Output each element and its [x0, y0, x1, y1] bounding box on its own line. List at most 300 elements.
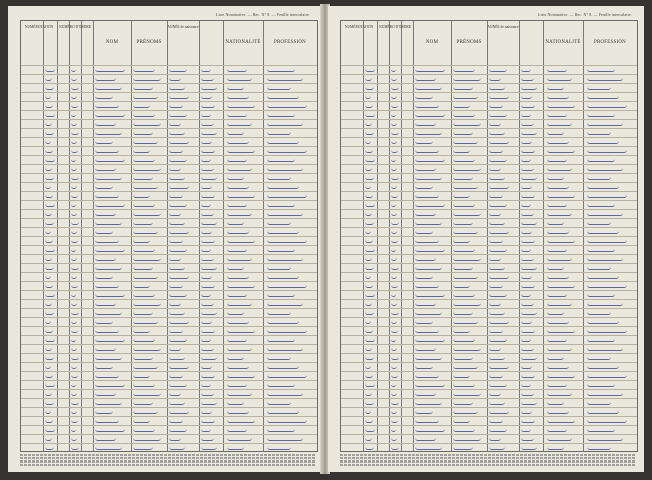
handwritten-entry — [365, 265, 374, 270]
handwritten-entry — [547, 238, 575, 243]
handwritten-entry — [547, 328, 575, 333]
handwritten-entry — [169, 400, 185, 405]
handwritten-entry — [45, 337, 55, 342]
handwritten-entry — [391, 202, 396, 207]
handwritten-entry — [267, 445, 291, 450]
handwritten-entry — [415, 283, 439, 288]
handwritten-entry — [415, 148, 439, 153]
handwritten-entry — [521, 373, 535, 378]
handwritten-entry — [521, 112, 531, 117]
handwritten-entry — [391, 301, 397, 306]
handwritten-entry — [95, 445, 122, 450]
handwritten-entry — [201, 445, 217, 450]
handwritten-entry — [547, 211, 572, 216]
table-row — [21, 335, 317, 336]
handwritten-entry — [133, 202, 155, 207]
handwritten-entry — [267, 157, 295, 162]
handwritten-entry — [45, 103, 53, 108]
table-row — [341, 119, 637, 120]
handwritten-entry — [453, 211, 481, 216]
handwritten-entry — [45, 94, 51, 99]
table-row — [21, 299, 317, 300]
handwritten-entry — [547, 265, 564, 270]
handwritten-entry — [521, 418, 535, 423]
handwritten-entry — [227, 247, 247, 252]
table-row — [21, 83, 317, 84]
table-row — [21, 200, 317, 201]
table-row — [341, 290, 637, 291]
handwritten-entry — [453, 202, 475, 207]
handwritten-entry — [267, 67, 295, 72]
handwritten-entry — [71, 76, 77, 81]
handwritten-entry — [453, 301, 481, 306]
handwritten-entry — [133, 274, 158, 279]
handwritten-entry — [453, 364, 478, 369]
handwritten-entry — [133, 346, 161, 351]
handwritten-entry — [45, 148, 53, 153]
table-row — [21, 218, 317, 219]
handwritten-entry — [587, 373, 627, 378]
table-row — [341, 245, 637, 246]
handwritten-entry — [95, 139, 113, 144]
handwritten-entry — [227, 391, 252, 396]
handwritten-entry — [521, 310, 537, 315]
handwritten-entry — [415, 382, 445, 387]
handwritten-entry — [521, 265, 537, 270]
handwritten-entry — [489, 211, 501, 216]
handwritten-entry — [415, 301, 436, 306]
handwritten-entry — [71, 211, 77, 216]
handwritten-entry — [267, 193, 307, 198]
handwritten-entry — [95, 166, 116, 171]
table-row — [21, 164, 317, 165]
handwritten-entry — [227, 229, 249, 234]
handwritten-entry — [587, 265, 611, 270]
handwritten-entry — [71, 103, 78, 108]
handwritten-entry — [227, 409, 249, 414]
handwritten-entry — [587, 94, 619, 99]
handwritten-entry — [391, 229, 397, 234]
handwritten-entry — [71, 301, 77, 306]
handwritten-entry — [365, 247, 375, 252]
handwritten-entry — [267, 112, 295, 117]
handwritten-entry — [71, 202, 76, 207]
handwritten-entry — [133, 256, 161, 261]
handwritten-entry — [391, 265, 399, 270]
handwritten-entry — [415, 112, 445, 117]
table-row — [21, 146, 317, 147]
handwritten-entry — [587, 301, 623, 306]
handwritten-entry — [587, 247, 615, 252]
handwritten-entry — [133, 382, 155, 387]
handwritten-entry — [365, 373, 373, 378]
header-numero-ordre: NUMÉRO D'ORDRE — [59, 25, 91, 29]
handwritten-entry — [267, 94, 299, 99]
handwritten-entry — [365, 436, 372, 441]
handwritten-entry — [201, 238, 215, 243]
handwritten-entry — [267, 256, 303, 261]
header-prenoms: PRÉNOMS — [456, 40, 482, 45]
handwritten-entry — [95, 292, 125, 297]
handwritten-entry — [521, 355, 537, 360]
table-row — [21, 128, 317, 129]
handwritten-entry — [489, 103, 503, 108]
handwritten-entry — [521, 391, 534, 396]
handwritten-entry — [45, 346, 52, 351]
handwritten-entry — [547, 382, 567, 387]
handwritten-entry — [95, 94, 113, 99]
handwritten-entry — [169, 193, 183, 198]
handwritten-entry — [391, 436, 397, 441]
handwritten-entry — [415, 67, 445, 72]
handwritten-entry — [587, 103, 627, 108]
handwritten-entry — [227, 274, 249, 279]
header-nom: NOM — [425, 40, 439, 45]
handwritten-entry — [391, 220, 399, 225]
table-row — [341, 281, 637, 282]
handwritten-entry — [227, 301, 252, 306]
handwritten-entry — [453, 67, 475, 72]
handwritten-entry — [547, 130, 564, 135]
handwritten-entry — [521, 427, 531, 432]
handwritten-entry — [391, 211, 397, 216]
handwritten-entry — [227, 283, 255, 288]
handwritten-entry — [95, 319, 113, 324]
handwritten-entry — [453, 274, 478, 279]
handwritten-entry — [489, 256, 501, 261]
handwritten-entry — [45, 310, 54, 315]
handwritten-entry — [227, 184, 249, 189]
handwritten-entry — [71, 112, 76, 117]
handwritten-entry — [95, 148, 119, 153]
handwritten-entry — [45, 373, 53, 378]
handwritten-entry — [521, 175, 537, 180]
table-row — [21, 173, 317, 174]
handwritten-entry — [201, 283, 215, 288]
handwritten-entry — [267, 427, 295, 432]
handwritten-entry — [391, 283, 398, 288]
table-row — [21, 416, 317, 417]
handwritten-entry — [489, 121, 501, 126]
handwritten-entry — [453, 103, 470, 108]
handwritten-entry — [391, 130, 399, 135]
right-page — [328, 6, 644, 472]
handwritten-entry — [227, 85, 244, 90]
handwritten-entry — [133, 418, 150, 423]
handwritten-entry — [453, 355, 473, 360]
handwritten-entry — [169, 310, 185, 315]
handwritten-entry — [521, 328, 535, 333]
handwritten-entry — [169, 130, 185, 135]
table-row — [341, 92, 637, 93]
handwritten-entry — [169, 445, 185, 450]
handwritten-entry — [415, 94, 433, 99]
handwritten-entry — [227, 121, 252, 126]
table-row — [341, 65, 637, 66]
handwritten-entry — [95, 76, 116, 81]
handwritten-entry — [547, 364, 569, 369]
table-row — [21, 110, 317, 111]
handwritten-entry — [365, 220, 374, 225]
handwritten-entry — [71, 184, 77, 189]
handwritten-entry — [227, 211, 252, 216]
handwritten-entry — [267, 373, 307, 378]
table-row — [21, 236, 317, 237]
handwritten-entry — [547, 148, 575, 153]
handwritten-entry — [71, 229, 77, 234]
handwritten-entry — [489, 229, 509, 234]
handwritten-entry — [227, 112, 247, 117]
table-row — [341, 209, 637, 210]
handwritten-entry — [415, 238, 439, 243]
handwritten-entry — [547, 103, 575, 108]
handwritten-entry — [71, 265, 79, 270]
handwritten-entry — [489, 139, 509, 144]
handwritten-entry — [547, 220, 564, 225]
handwritten-entry — [453, 373, 470, 378]
handwritten-entry — [365, 310, 374, 315]
handwritten-entry — [521, 166, 534, 171]
handwritten-entry — [201, 229, 212, 234]
handwritten-entry — [45, 256, 52, 261]
handwritten-entry — [391, 400, 399, 405]
handwritten-entry — [489, 94, 509, 99]
handwritten-entry — [267, 283, 307, 288]
handwritten-entry — [267, 328, 307, 333]
handwritten-entry — [45, 319, 51, 324]
handwritten-entry — [133, 310, 153, 315]
handwritten-entry — [95, 157, 125, 162]
handwritten-entry — [391, 148, 398, 153]
handwritten-entry — [201, 337, 211, 342]
handwritten-entry — [201, 175, 217, 180]
handwritten-entry — [71, 193, 78, 198]
handwritten-entry — [95, 67, 125, 72]
handwritten-entry — [71, 220, 79, 225]
handwritten-entry — [365, 382, 375, 387]
handwritten-entry — [201, 202, 211, 207]
handwritten-entry — [133, 148, 150, 153]
handwritten-entry — [365, 85, 374, 90]
handwritten-entry — [587, 328, 627, 333]
handwritten-entry — [391, 121, 397, 126]
table-row — [341, 146, 637, 147]
handwritten-entry — [95, 418, 119, 423]
handwritten-entry — [521, 202, 531, 207]
handwritten-entry — [547, 67, 567, 72]
handwritten-entry — [365, 427, 375, 432]
handwritten-entry — [521, 274, 532, 279]
table-row — [341, 227, 637, 228]
handwritten-entry — [453, 319, 478, 324]
handwritten-entry — [267, 319, 299, 324]
table-row — [341, 200, 637, 201]
handwritten-entry — [95, 400, 122, 405]
handwritten-entry — [133, 292, 155, 297]
handwritten-entry — [365, 337, 375, 342]
handwritten-entry — [227, 103, 255, 108]
table-row — [341, 74, 637, 75]
handwritten-entry — [201, 94, 212, 99]
handwritten-entry — [201, 211, 214, 216]
handwritten-entry — [547, 436, 572, 441]
handwritten-entry — [169, 373, 183, 378]
handwritten-entry — [547, 346, 572, 351]
left-footnote — [20, 453, 316, 469]
handwritten-entry — [201, 427, 211, 432]
handwritten-entry — [71, 175, 79, 180]
header-nationalite: NATIONALITÉ — [225, 40, 261, 45]
handwritten-entry — [169, 364, 189, 369]
handwritten-entry — [547, 229, 569, 234]
handwritten-entry — [267, 292, 295, 297]
handwritten-entry — [201, 409, 212, 414]
table-row — [21, 227, 317, 228]
handwritten-entry — [587, 139, 619, 144]
handwritten-entry — [267, 418, 307, 423]
handwritten-entry — [45, 85, 54, 90]
handwritten-entry — [201, 382, 211, 387]
handwritten-entry — [587, 175, 611, 180]
handwritten-entry — [133, 85, 153, 90]
handwritten-entry — [45, 355, 54, 360]
handwritten-entry — [391, 256, 397, 261]
handwritten-entry — [489, 265, 505, 270]
handwritten-entry — [45, 121, 52, 126]
handwritten-entry — [365, 112, 375, 117]
table-row — [21, 443, 317, 444]
handwritten-entry — [547, 112, 567, 117]
handwritten-entry — [489, 274, 509, 279]
handwritten-entry — [227, 373, 255, 378]
handwritten-entry — [133, 301, 161, 306]
handwritten-entry — [391, 364, 397, 369]
handwritten-entry — [547, 337, 567, 342]
handwritten-entry — [521, 247, 531, 252]
handwritten-entry — [267, 103, 307, 108]
handwritten-entry — [133, 238, 150, 243]
handwritten-entry — [521, 121, 534, 126]
handwritten-entry — [169, 436, 181, 441]
handwritten-entry — [453, 283, 470, 288]
handwritten-entry — [227, 148, 255, 153]
header-profession: PROFESSION — [593, 40, 626, 45]
handwritten-entry — [201, 292, 211, 297]
handwritten-entry — [267, 76, 303, 81]
left-page — [8, 6, 322, 472]
handwritten-entry — [521, 148, 535, 153]
handwritten-entry — [365, 157, 375, 162]
table-row — [341, 416, 637, 417]
handwritten-entry — [489, 436, 501, 441]
handwritten-entry — [201, 247, 211, 252]
handwritten-entry — [415, 247, 445, 252]
handwritten-entry — [415, 292, 445, 297]
handwritten-entry — [71, 67, 76, 72]
handwritten-entry — [547, 139, 569, 144]
handwritten-entry — [489, 283, 503, 288]
handwritten-entry — [95, 391, 116, 396]
handwritten-entry — [45, 364, 51, 369]
handwritten-entry — [133, 67, 155, 72]
handwritten-entry — [587, 130, 611, 135]
table-row — [21, 398, 317, 399]
handwritten-entry — [133, 427, 155, 432]
table-row — [341, 263, 637, 264]
handwritten-entry — [587, 112, 615, 117]
handwritten-entry — [365, 211, 372, 216]
handwritten-entry — [489, 247, 507, 252]
handwritten-entry — [227, 139, 249, 144]
handwritten-entry — [267, 148, 307, 153]
handwritten-entry — [169, 166, 181, 171]
handwritten-entry — [227, 175, 244, 180]
handwritten-entry — [587, 121, 623, 126]
handwritten-entry — [71, 274, 77, 279]
handwritten-entry — [71, 166, 77, 171]
handwritten-entry — [587, 409, 619, 414]
handwritten-entry — [201, 373, 215, 378]
handwritten-entry — [547, 418, 575, 423]
handwritten-entry — [391, 427, 396, 432]
table-row — [21, 281, 317, 282]
handwritten-entry — [391, 175, 399, 180]
handwritten-entry — [169, 319, 189, 324]
handwritten-entry — [71, 355, 79, 360]
handwritten-entry — [169, 202, 187, 207]
handwritten-entry — [391, 292, 396, 297]
table-row — [21, 317, 317, 318]
handwritten-entry — [587, 193, 627, 198]
table-row — [341, 173, 637, 174]
handwritten-entry — [489, 130, 505, 135]
handwritten-entry — [169, 229, 189, 234]
table-row — [341, 434, 637, 435]
table-row — [21, 290, 317, 291]
handwritten-entry — [267, 121, 303, 126]
handwritten-entry — [587, 310, 611, 315]
handwritten-entry — [365, 130, 374, 135]
handwritten-entry — [201, 166, 214, 171]
handwritten-entry — [587, 445, 611, 450]
handwritten-entry — [547, 76, 572, 81]
handwritten-entry — [201, 121, 214, 126]
handwritten-entry — [133, 229, 158, 234]
handwritten-entry — [201, 157, 211, 162]
handwritten-entry — [267, 436, 303, 441]
handwritten-entry — [133, 445, 153, 450]
handwritten-entry — [267, 301, 303, 306]
handwritten-entry — [201, 355, 217, 360]
handwritten-entry — [71, 256, 77, 261]
handwritten-entry — [365, 355, 374, 360]
handwritten-entry — [227, 445, 244, 450]
table-row — [21, 389, 317, 390]
table-row — [21, 191, 317, 192]
handwritten-entry — [415, 103, 439, 108]
handwritten-entry — [453, 175, 473, 180]
handwritten-entry — [391, 184, 397, 189]
table-row — [341, 407, 637, 408]
handwritten-entry — [95, 301, 116, 306]
handwritten-entry — [95, 265, 122, 270]
handwritten-entry — [547, 202, 567, 207]
handwritten-entry — [521, 283, 535, 288]
handwritten-entry — [365, 148, 373, 153]
handwritten-entry — [133, 283, 150, 288]
handwritten-entry — [201, 85, 217, 90]
handwritten-entry — [453, 346, 481, 351]
